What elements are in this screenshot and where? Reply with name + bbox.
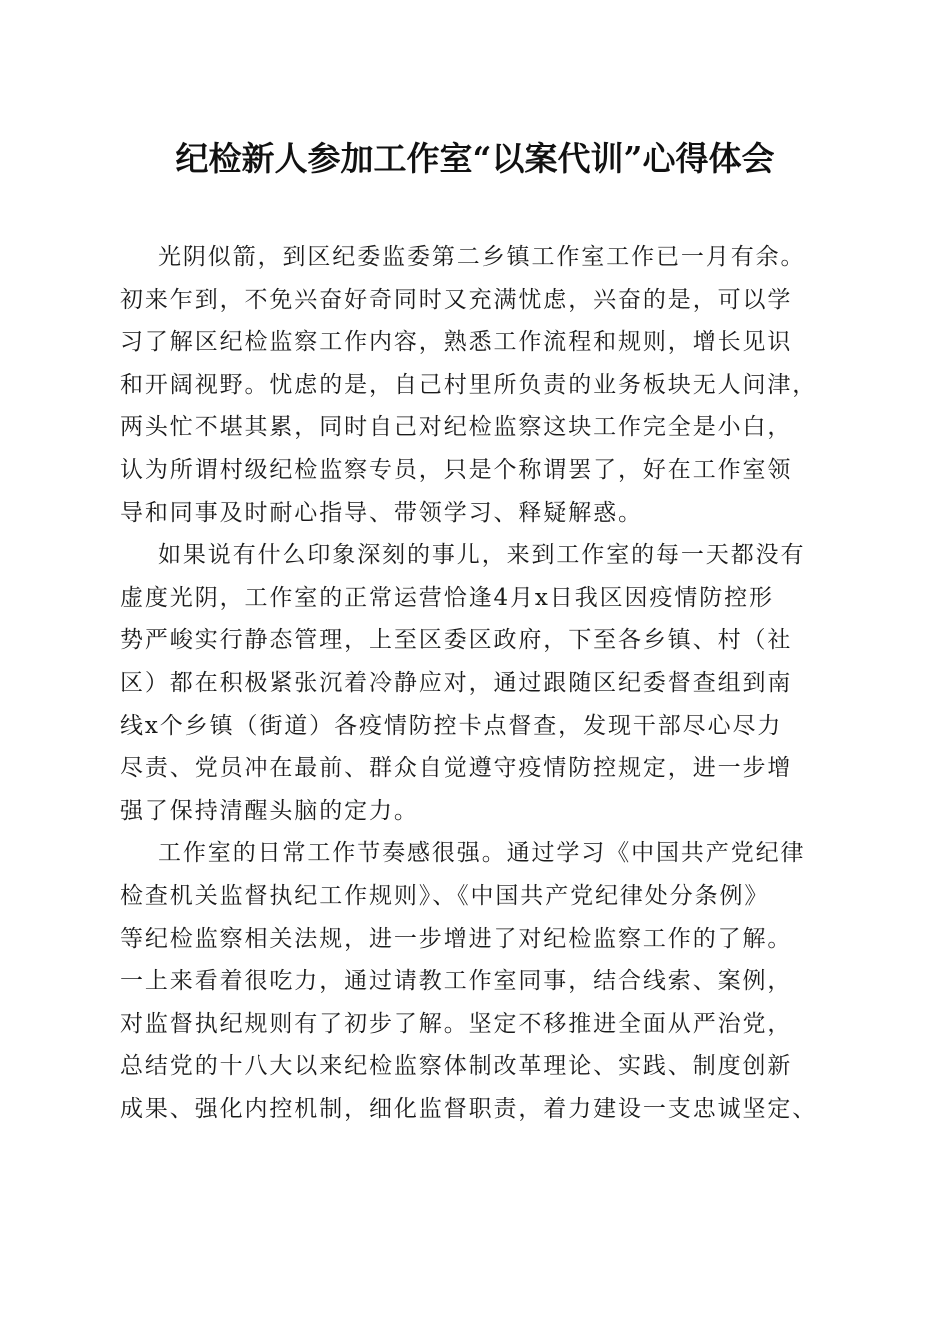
text-line: 检查机关监督执纪工作规则》、《中国共产党纪律处分条例》 [120,882,770,909]
text-line: 如果说有什么印象深刻的事儿，来到工作室的每一天都没有 [158,542,806,569]
text-line: 强了保持清醒头脑的定力。 [120,797,419,824]
text-line: 对监督执纪规则有了初步了解。坚定不移推进全面从严治党， [120,1010,793,1037]
text-line: 光阴似箭，到区纪委监委第二乡镇工作室工作已一月有余。 [158,244,806,270]
text-line: 总结党的十八大以来纪检监察体制改革理论、实践、制度创新 [120,1053,793,1080]
text-line: 线x个乡镇（街道）各疫情防控卡点督查，发现干部尽心尽力 [120,712,783,739]
text-line: 和开阔视野。忧虑的是，自己村里所负责的业务板块无人问津， [120,371,818,398]
text-line: 认为所谓村级纪检监察专员，只是个称谓罢了，好在工作室领 [120,456,793,483]
paragraph-3 [120,832,840,1130]
document-body [120,236,840,1130]
text-line: 两头忙不堪其累，同时自己对纪检监察这块工作完全是小白， [120,414,793,441]
text-line: 工作室的日常工作节奏感很强。通过学习《中国共产党纪律 [158,840,806,867]
text-line: 成果、强化内控机制，细化监督职责，着力建设一支忠诚坚定、 [120,1095,818,1122]
text-line: 势严峻实行静态管理，上至区委区政府，下至各乡镇、村（社 [120,627,793,654]
document-title: 纪检新人参加工作室“以案代训”心得体会 [175,139,775,178]
text-line: 尽责、党员冲在最前、群众自觉遵守疫情防控规定，进一步增 [120,755,793,782]
text-line: 习了解区纪检监察工作内容，熟悉工作流程和规则，增长见识 [120,329,793,356]
paragraph-2 [120,534,840,832]
text-line: 虚度光阴，工作室的正常运营恰逢4月x日我区因疫情防控形 [120,584,774,611]
text-line: 等纪检监察相关法规，进一步增进了对纪检监察工作的了解。 [120,925,793,952]
paragraph-1 [120,236,840,534]
text-line: 导和同事及时耐心指导、带领学习、释疑解惑。 [120,499,643,526]
text-line: 初来乍到，不免兴奋好奇同时又充满忧虑，兴奋的是，可以学 [120,286,793,313]
text-line: 区）都在积极紧张沉着冷静应对，通过跟随区纪委督查组到南 [120,669,793,696]
text-line: 一上来看着很吃力，通过请教工作室同事，结合线索、案例， [120,968,793,995]
